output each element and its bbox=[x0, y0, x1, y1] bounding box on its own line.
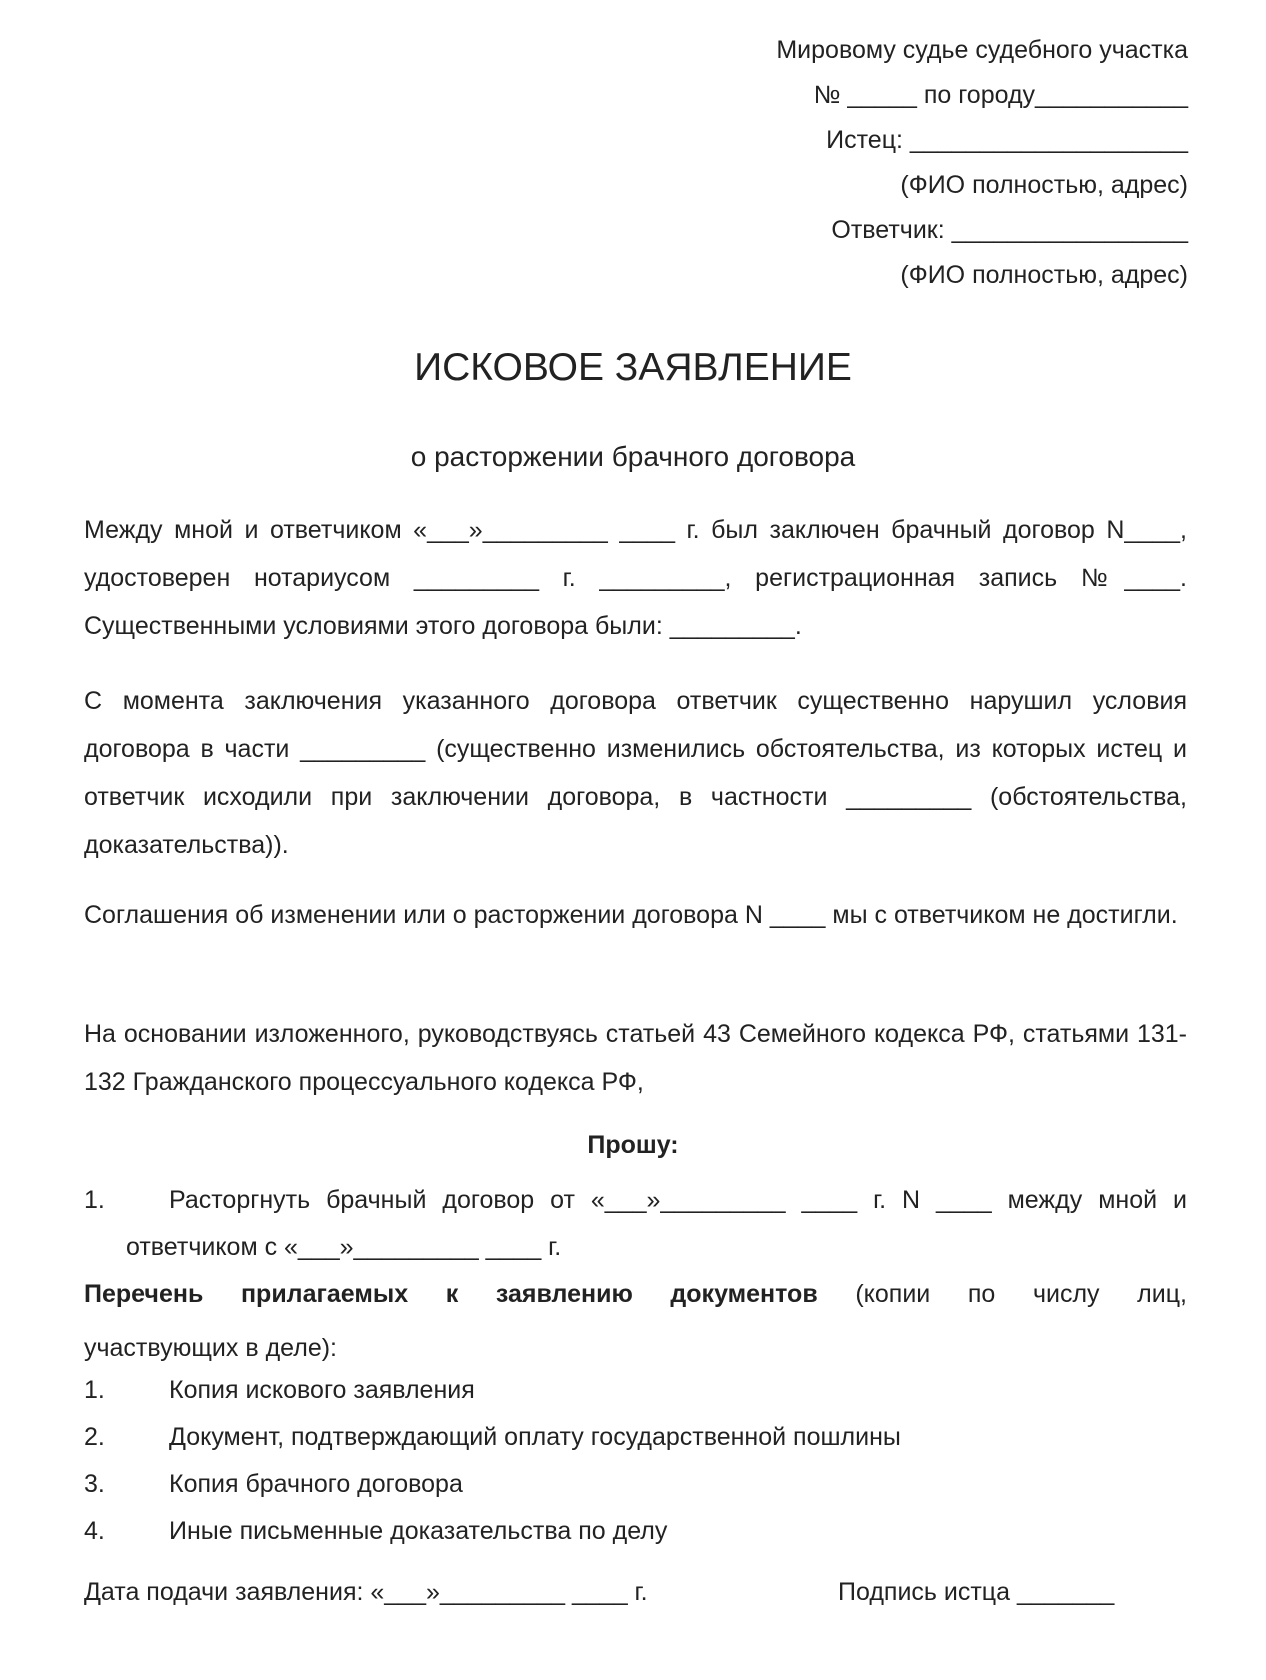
enclosure-item-3-text: Копия брачного договора bbox=[169, 1470, 463, 1498]
header-court-line: Мировому судье судебного участка bbox=[776, 36, 1188, 64]
enclosure-item-2-number: 2. bbox=[84, 1423, 105, 1451]
enclosures-heading-bold: Перечень прилагаемых к заявлению документов bbox=[84, 1280, 818, 1308]
request-text-line1: Расторгнуть брачный договор от «___»_________ ____ г. N ____ между мной и bbox=[169, 1186, 1187, 1214]
footer-date-line: Дата подачи заявления: «___»_________ ____ г. bbox=[84, 1578, 648, 1606]
enclosures-heading-line2: участвующих в деле): bbox=[84, 1334, 337, 1362]
paragraph-contract-details: Между мной и ответчиком «___»_________ ____ г. был заключен брачный договор N____, удостоверен нотариусом _________ г. _________, регистрационная запись №____. Существенными условиями этого договора были: _________. bbox=[84, 516, 1187, 640]
request-text-line2: ответчиком с «___»_________ ____ г. bbox=[126, 1233, 562, 1261]
enclosures-heading bbox=[84, 1270, 1187, 1318]
paragraph-legal-basis: На основании изложенного, руководствуясь статьей 43 Семейного кодекса РФ, статьями 131-132 Гражданского процессуального кодекса РФ, bbox=[84, 1020, 1187, 1096]
paragraph-violation: С момента заключения указанного договора ответчик существенно нарушил условия договора в части _________ (существенно изменились обстоятельства, из которых истец и ответчик исходили при заключении договора, в частности _________ (обстоятельства, доказательства)). bbox=[84, 687, 1187, 859]
document-title: ИСКОВОЕ ЗАЯВЛЕНИЕ bbox=[414, 346, 852, 389]
header-district-line: № _____ по городу___________ bbox=[813, 81, 1188, 109]
enclosures-heading-rest: (копии по числу лиц, bbox=[817, 1280, 1187, 1308]
header-defendant-line: Ответчик: _________________ bbox=[831, 216, 1188, 244]
footer-signature-line: Подпись истца _______ bbox=[838, 1578, 1115, 1606]
enclosure-item-4-text: Иные письменные доказательства по делу bbox=[169, 1517, 668, 1545]
enclosure-item-4-number: 4. bbox=[84, 1517, 105, 1545]
enclosure-item-1-number: 1. bbox=[84, 1376, 105, 1404]
document-subtitle: о расторжении брачного договора bbox=[410, 441, 856, 472]
enclosure-item-2-text: Документ, подтверждающий оплату государственной пошлины bbox=[169, 1423, 901, 1451]
header-defendant-note: (ФИО полностью, адрес) bbox=[900, 261, 1188, 289]
enclosure-item-1-text: Копия искового заявления bbox=[169, 1376, 475, 1404]
paragraph-no-agreement: Соглашения об изменении или о расторжении договора N ____ мы с ответчиком не достигли. bbox=[84, 901, 1178, 929]
header-plaintiff-line: Истец: ____________________ bbox=[826, 126, 1188, 154]
request-heading: Прошу: bbox=[587, 1131, 679, 1159]
header-plaintiff-note: (ФИО полностью, адрес) bbox=[900, 171, 1188, 199]
request-number: 1. bbox=[84, 1186, 105, 1214]
enclosure-item-3-number: 3. bbox=[84, 1470, 105, 1498]
